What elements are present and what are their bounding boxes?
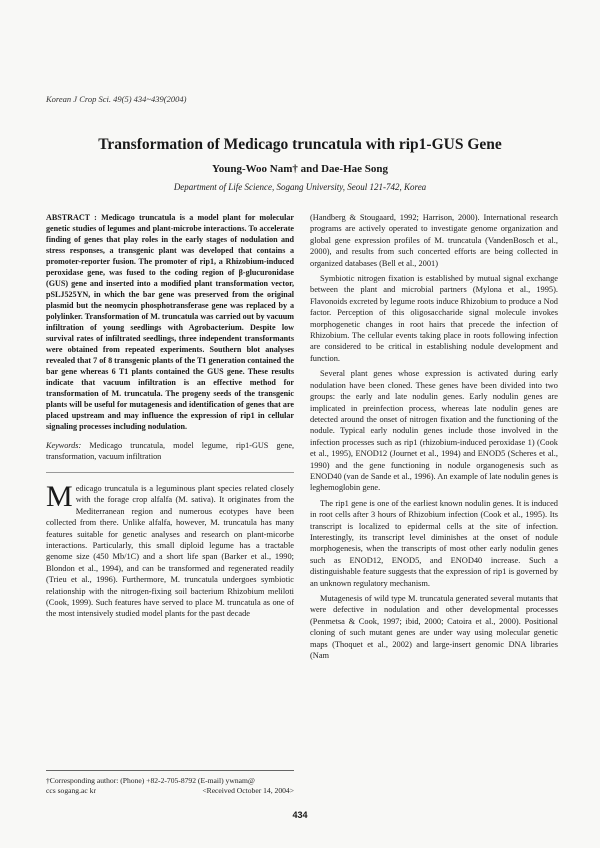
author-list: Young-Woo Nam† and Dae-Hae Song	[211, 163, 389, 175]
abstract	[46, 212, 294, 432]
paper-title: Transformation of Medicago truncatula with rip1-GUS Gene	[98, 136, 502, 153]
drop-cap: M	[46, 480, 73, 513]
paragraph: The rip1 gene is one of the earliest known nodulin genes. It is induced in root cells after 3 hours of Rhizobium infection (Cook et al., 1995). Its transcript is localized to epidermal cells at the site of infection. Interestingly, its transcript level diminishes at the onset of nodule morphogenesis, when the transcripts of most other early nodulin genes such as ENOD12, ENOD5, and ENOD40 increase. Such a distinguishable feature suggests that the expression of rip1 is governed by an unknown regulatory mechanism.	[310, 498, 558, 588]
right-column	[310, 212, 558, 665]
footnote-line: †Corresponding author: (Phone) +82-2-705-8792 (E-mail) ywnam@	[46, 776, 255, 785]
intro-text: edicago truncatula is a leguminous plant species related closely with the forage crop alfalfa (M. sativa). It originates from the Mediterranean region and numerous ecotypes have been collected from there. Unlike alfalfa, however, M. truncatula has many features suitable for genetic analyses and research on plant-micorbe interactions. Particularly, this small diploid legume has a tractable genome size (450 Mb/1C) and a short life span (Barker et al., 1990; Blondon et al., 1994), and can be transformed and regenerated readily (Trieu et al., 1996). Furthermore, M. truncatula undergoes symbiotic relationship with the nitrogen-fixing soil bacterium Rhizobium meliloti (Cook, 1999). Such features have served to place M. truncatula as one of the most intensively studied model plants for the past decade	[46, 484, 294, 619]
paragraph: Several plant genes whose expression is activated during early nodulation have been cloned. These genes have been divided into two groups: the early and late nodulin genes. Early nodulin genes are implicated in preinfection process, whereas late nodulin genes are detected around the onset of nitrogen fixation and the functioning of the nodule. Typical early nodulin genes include those involved in the infection processes such as rip1 (rhizobium-induced peroxidase 1) (Cook et al., 1995), ENOD12 (Journet et al., 1994) and ENOD5 (Scheres et al., 1990) and the gene functioning in nodule organogenesis such as ENOD40 (van de Sande et al., 1996). An example of late nodulin genes is leghemoglobin gene.	[310, 369, 558, 493]
footnote-row	[46, 786, 294, 796]
abstract-text: Medicago truncatula is a model plant for molecular genetic studies of legumes and plant-microbe interactions. To accelerate finding of genes that play roles in the early stages of nodulation and stress responses, a transgenic plant was developed that contains a promoter-reporter fusion. The promoter of rip1, a Rhizobium-induced peroxidase gene, was fused to the coding region of β-glucuronidase (GUS) gene and inserted into a modified plant transformation vector, pSLJ525YN, in which the bar gene was preserved from the original plasmid but the neomycin phosphotransferase gene was replaced by a polylinker. Transformation of M. truncatula was carried out by vacuum infiltration of young seedlings with Agrobacterium. Despite low survival rates of infiltrated seedlings, three independent transformants were obtained from repeated experiments. Southern blot analyses revealed that 7 of 8 transgenic plants of the T1 generation contained the bar gene whereas 6 T1 plants contained the GUS gene. These results indicate that vacuum infiltration is an effective method for transformation of M. truncatula. The progeny seeds of the transgenic plants will be useful for mutagenesis and identification of genes that are placed upstream and may influence the expression of rip1 in cellular signaling processes including nodulation.	[46, 213, 295, 431]
keywords-text: Medicago truncatula, model legume, rip1-GUS gene, transformation, vacuum infiltration	[46, 441, 294, 461]
paragraph: (Handberg & Stougaard, 1992; Harrison, 2000). International research programs are actively operated to investigate genome organization and global gene expression profiles of M. truncatula (VandenBosch et al., 2000), and results from such concerted efforts are being collected in organized databases (Bell et al., 2001)	[310, 213, 558, 268]
keywords-label: Keywords:	[46, 441, 82, 450]
paragraph: Mutagenesis of wild type M. truncatula generated several mutants that were defective in nodulation and other developmental processes (Penmetsa & Cook, 1997; ibid, 2000; Catoira et al., 2000). Positional cloning of such mutant genes are under way using molecular genetic maps (Thoquet et al., 2002) and large-insert genomic DNA libraries (Nam	[310, 594, 558, 661]
received-date: <Received October 14, 2004>	[202, 786, 294, 795]
abstract-label: ABSTRACT :	[46, 213, 97, 222]
journal-citation: Korean J Crop Sci. 49(5) 434~439(2004)	[46, 94, 187, 104]
intro-paragraph	[46, 480, 294, 620]
paragraph: Symbiotic nitrogen fixation is established by mutual signal exchange between the plant and microbial partners (Mylona et al., 1995). Flavonoids excreted by legume roots induce Rhizobium to produce a Nod factor. Perception of this oligosaccharide signal molecule invokes morphogenetic changes in root hairs that precede the infection of Rhizobium. The cellular events taking place in roots following infection are considered to be critical in establishing nodule development and function.	[310, 274, 558, 363]
keywords	[46, 440, 294, 462]
footnote	[46, 770, 294, 796]
page-number: 434	[292, 810, 308, 820]
affiliation: Department of Life Science, Sogang University, Seoul 121-742, Korea	[173, 182, 427, 192]
section-divider	[46, 472, 294, 473]
footnote-email-cont: ccs sogang.ac kr	[46, 786, 96, 795]
left-column	[46, 212, 294, 624]
